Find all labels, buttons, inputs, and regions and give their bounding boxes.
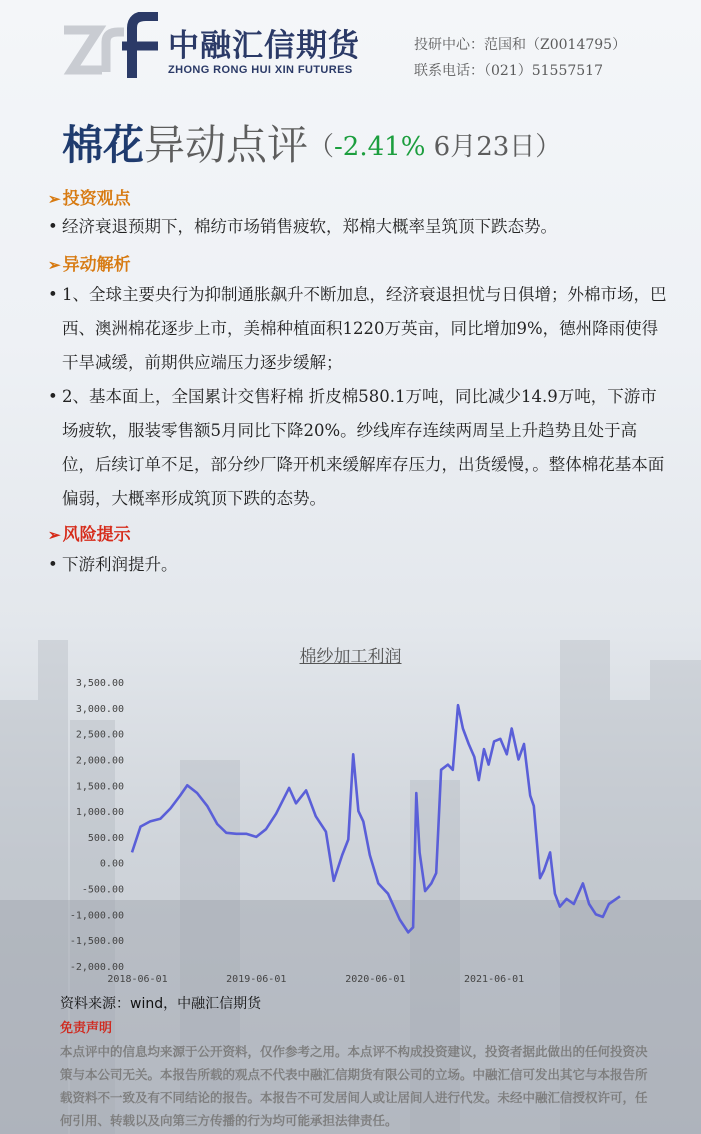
risk-text: 下游利润提升。: [62, 555, 178, 574]
logo-chinese-name: 中融汇信期货: [168, 28, 360, 64]
risk-bullet: [48, 548, 668, 582]
x-tick-label: 2018-06-01: [107, 974, 168, 985]
analysis-text-2: 2、基本面上，全国累计交售籽棉 折皮棉580.1万吨，同比减少14.9万吨，下游市场疲软，服装零售额5月同比下降20%。纱线库存连续两周呈上升趋势且处于高位，后续订单不足，部分纱厂降开机来缓解库存压力，出货缓慢，。整体棉花基本面偏弱，大概率形成筑顶下跌的态势。: [62, 387, 665, 508]
title-date: 6月23日）: [425, 132, 562, 162]
y-tick-label: -1,500.00: [69, 936, 124, 948]
arrow-icon: ➢: [48, 256, 61, 274]
y-tick-label: 1,000.00: [75, 807, 124, 819]
x-tick-label: 2020-06-01: [345, 974, 406, 985]
arrow-icon: ➢: [48, 190, 61, 208]
arrow-icon: ➢: [48, 526, 61, 544]
bullet-icon: •: [48, 555, 58, 574]
section-analysis-heading: ➢ 异动解析: [48, 255, 131, 275]
title-change: -2.41%: [334, 132, 426, 162]
y-tick-label: 1,500.00: [75, 781, 124, 793]
page-title: [62, 112, 561, 171]
analysis-bullet-2: [48, 380, 668, 516]
company-logo: [62, 12, 392, 82]
y-tick-label: 500.00: [87, 832, 124, 844]
section-risk-heading: ➢ 风险提示: [48, 525, 131, 545]
y-tick-label: -1,000.00: [69, 910, 124, 922]
y-tick-label: 3,500.00: [75, 678, 124, 689]
analysis-bullet-1: [48, 278, 668, 380]
profit-line-chart: [0, 660, 701, 990]
zrhx-logo-mark-icon: [62, 12, 162, 82]
title-paren: （: [308, 132, 335, 162]
disclaimer-heading: 免责声明: [60, 1021, 113, 1036]
y-tick-label: -500.00: [81, 884, 124, 896]
view-bullet: [48, 210, 668, 244]
analysis-text-1: 1、全球主要央行为抑制通胀飙升不断加息，经济衰退担忧与日俱增；外棉市场，巴西、澳洲棉花逐步上市，美棉种植面积1220万英亩，同比增加9%，德州降雨使得干旱减缓，前期供应端压力逐步缓解；: [62, 285, 667, 372]
profit-series-line: [132, 705, 620, 932]
title-commodity: 棉花: [62, 121, 144, 169]
contact-researcher: 投研中心：范国和（Z0014795）: [414, 37, 627, 53]
x-tick-label: 2019-06-01: [226, 974, 287, 985]
title-main: 异动点评: [144, 121, 308, 169]
view-text: 经济衰退预期下，棉纺市场销售疲软，郑棉大概率呈筑顶下跌态势。: [62, 217, 557, 236]
bullet-icon: •: [48, 285, 58, 304]
chart-title: 棉纱加工利润: [299, 647, 402, 667]
contact-info: [414, 32, 626, 84]
disclaimer-text: 本点评中的信息均来源于公开资料，仅作参考之用。本点评不构成投资建议，投资者据此做出的任何投资决策与本公司无关。本报告所载的观点不代表中融汇信期货有限公司的立场。中融汇信可发出其它与本报告所载资料不一致及有不同结论的报告。本报告不可发居间人或让居间人进行代发。未经中融汇信授权许可，任何引用、转载以及向第三方传播的行为均可能承担法律责任。: [60, 1044, 648, 1128]
x-tick-label: 2021-06-01: [463, 974, 525, 985]
y-tick-label: 2,500.00: [75, 729, 124, 741]
y-tick-label: -2,000.00: [69, 962, 124, 973]
contact-phone: 联系电话：（021）51557517: [414, 63, 603, 79]
data-source: 资料来源：wind，中融汇信期货: [60, 996, 262, 1012]
bullet-icon: •: [48, 217, 58, 236]
bullet-icon: •: [48, 387, 58, 406]
y-tick-label: 3,000.00: [75, 703, 124, 715]
logo-english-name: ZHONG RONG HUI XIN FUTURES: [168, 64, 353, 76]
y-tick-label: 0.00: [99, 858, 124, 870]
section-view-heading: ➢ 投资观点: [48, 189, 131, 209]
y-tick-label: 2,000.00: [75, 755, 124, 767]
